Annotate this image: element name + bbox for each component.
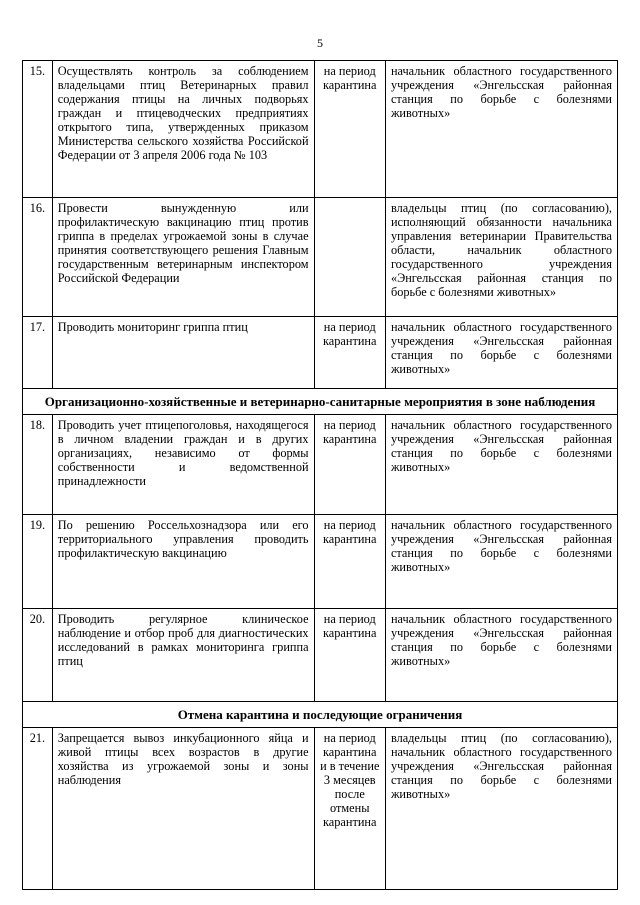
responsible-party: владельцы птиц (по согласованию), начальник областного государственного учреждения «Энгельсская районная станция по борьбе с болезнями животных»: [385, 728, 617, 890]
measures-table-frame: [22, 60, 618, 890]
item-number: 19.: [23, 515, 53, 608]
responsible-party: начальник областного государственного учреждения «Энгельсская районная станция по борьбе с болезнями животных»: [385, 317, 617, 389]
item-number: 16.: [23, 197, 53, 317]
section-title: Отмена карантина и последующие ограничения: [23, 702, 618, 728]
measure-description: Провести вынужденную или профилактическую вакцинацию птиц против гриппа в пределах угрожаемой зоны в случае принятия соответствующего решения Главным государственным ветеринарным инспектором Российской Федерации: [52, 197, 314, 317]
item-number: 21.: [23, 728, 53, 890]
responsible-party: начальник областного государственного учреждения «Энгельсская районная станция по борьбе с болезнями животных»: [385, 608, 617, 701]
measure-description: Проводить мониторинг гриппа птиц: [52, 317, 314, 389]
measure-description: По решению Россельхознадзора или его территориального управления проводить профилактическую вакцинацию: [52, 515, 314, 608]
table-row: [23, 608, 618, 701]
measure-description: Запрещается вывоз инкубационного яйца и живой птицы всех возрастов в другие хозяйства из угрожаемой зоны и зоны наблюдения: [52, 728, 314, 890]
table-row: [23, 317, 618, 389]
responsible-party: владельцы птиц (по согласованию), исполняющий обязанности начальника управления ветеринарии Правительства области, начальник областного государственного учреждения «Энгельсская районная станция по борьбе с болезнями животных»: [385, 197, 617, 317]
measures-table-body: [23, 61, 618, 890]
page-number: 5: [317, 36, 323, 50]
measure-term: на период карантина: [314, 515, 385, 608]
measures-table: [22, 60, 618, 890]
section-heading-row: [23, 702, 618, 728]
section-title: Организационно-хозяйственные и ветеринарно-санитарные мероприятия в зоне наблюдения: [23, 388, 618, 414]
item-number: 17.: [23, 317, 53, 389]
measure-term: [314, 197, 385, 317]
responsible-party: начальник областного государственного учреждения «Энгельсская районная станция по борьбе с болезнями животных»: [385, 515, 617, 608]
responsible-party: начальник областного государственного учреждения «Энгельсская районная станция по борьбе с болезнями животных»: [385, 61, 617, 198]
table-row: [23, 515, 618, 608]
measure-term: на период карантина: [314, 61, 385, 198]
measure-term: на период карантина: [314, 317, 385, 389]
measure-description: Осуществлять контроль за соблюдением владельцами птиц Ветеринарных правил содержания птицы на личных подворьях граждан и птицеводческих предприятиях открытого типа, утвержденных приказом Министерства сельского хозяйства Российской Федерации от 3 апреля 2006 года № 103: [52, 61, 314, 198]
measure-term: на период карантина: [314, 608, 385, 701]
responsible-party: начальник областного государственного учреждения «Энгельсская районная станция по борьбе с болезнями животных»: [385, 415, 617, 515]
measure-description: Проводить регулярное клиническое наблюдение и отбор проб для диагностических исследований в рамках мониторинга гриппа птиц: [52, 608, 314, 701]
measure-term: на период карантина и в течение 3 месяцев после отмены карантина: [314, 728, 385, 890]
table-row: [23, 197, 618, 317]
measure-term: на период карантина: [314, 415, 385, 515]
item-number: 20.: [23, 608, 53, 701]
table-row: [23, 415, 618, 515]
measure-description: Проводить учет птицепоголовья, находящегося в личном владении граждан и в других организациях, независимо от формы собственности и ведомственной принадлежности: [52, 415, 314, 515]
item-number: 18.: [23, 415, 53, 515]
table-row: [23, 61, 618, 198]
item-number: 15.: [23, 61, 53, 198]
section-heading-row: [23, 388, 618, 414]
table-row: [23, 728, 618, 890]
